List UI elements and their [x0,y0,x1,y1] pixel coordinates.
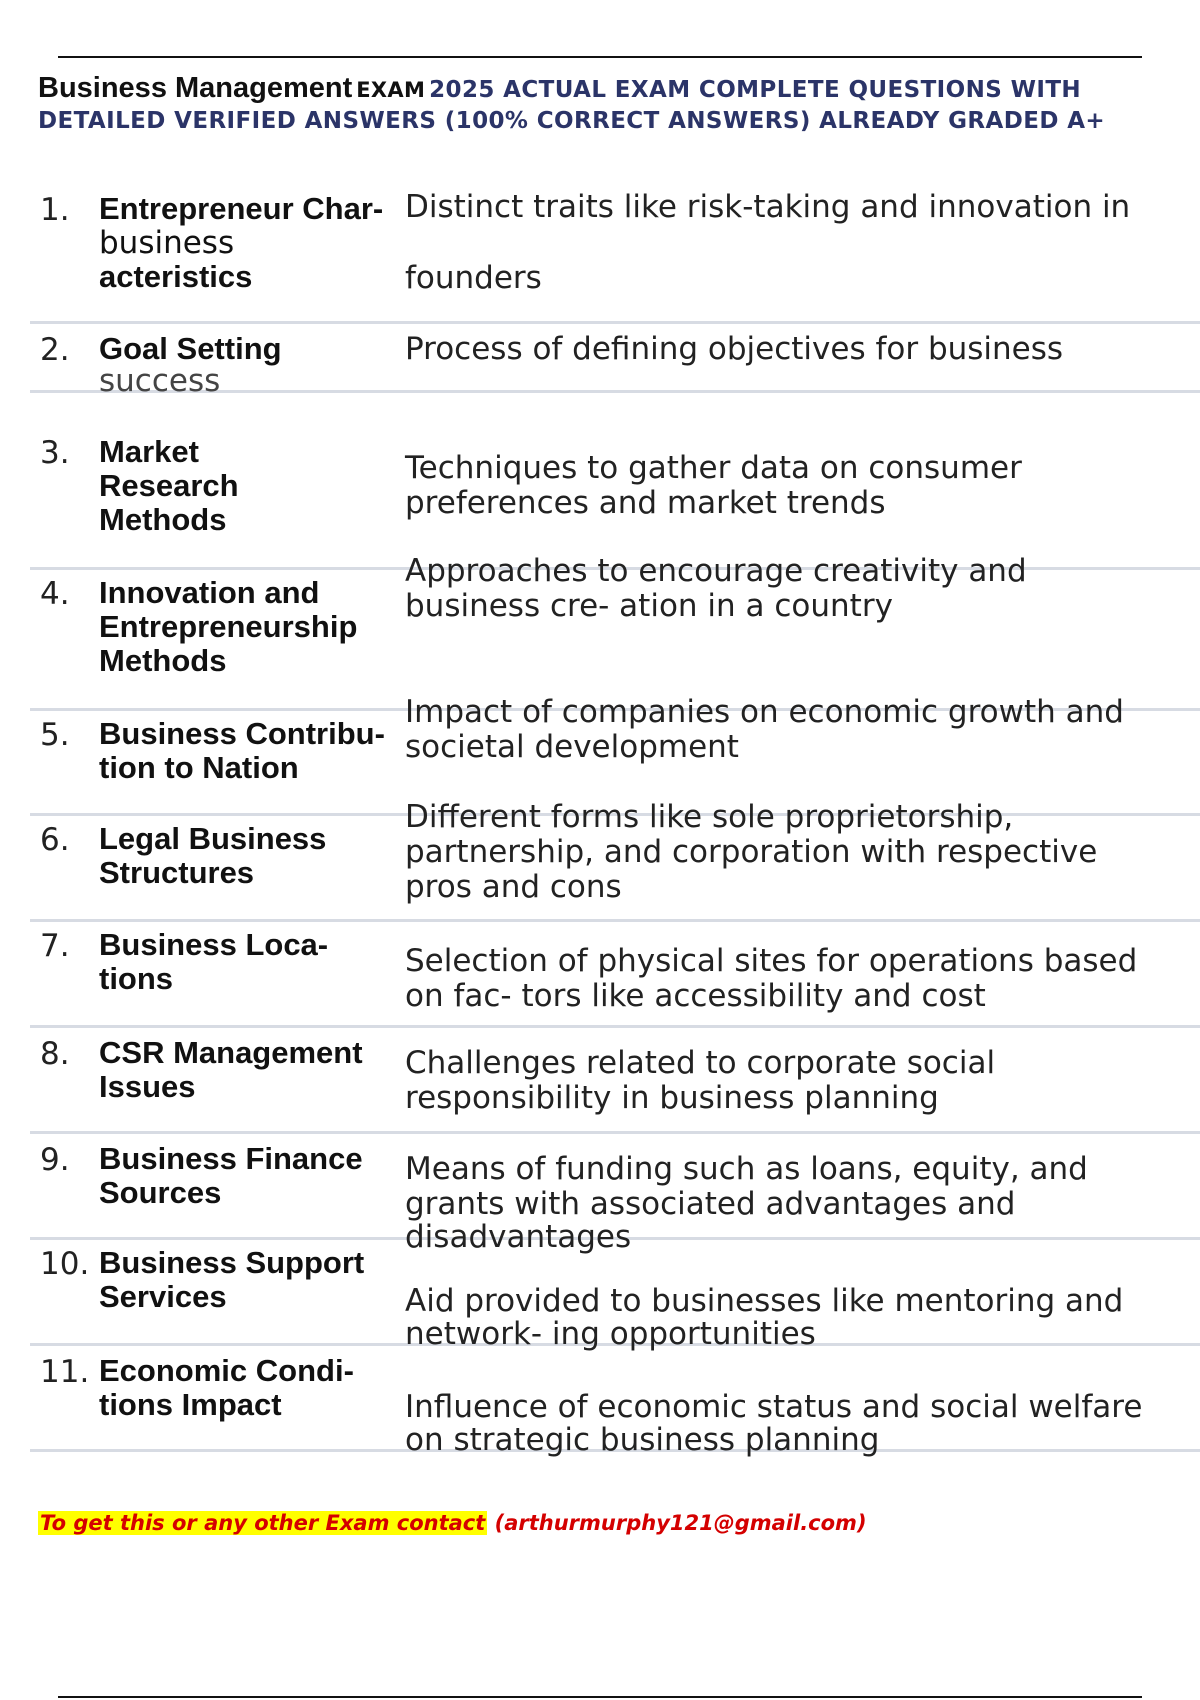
item-definition [405,332,1200,367]
term-line: Business Contribu- [99,716,385,751]
item-term [99,928,419,996]
term-line: Business Loca- [99,927,329,962]
def-line: Distinct traits like risk-taking and innovation in [405,189,1131,225]
item-number: 10. [40,1246,90,1282]
item-term [99,1246,419,1314]
list-item [30,799,1200,922]
def-line: responsibility in business planning [405,1080,939,1116]
term-line: Entrepreneur Char- [99,191,384,226]
def-line: Process of defining objectives for business [405,331,1064,367]
def-line: on strategic business planning [405,1422,880,1458]
def-line: business cre- ation in a country [405,588,893,624]
term-line: Economic Condi- [99,1353,354,1388]
def-line: partnership, and corporation with respective [405,834,1098,870]
document-title [38,74,1168,138]
term-line: Innovation and [99,575,320,610]
term-line: Issues [99,1069,196,1104]
item-definition [405,190,1200,296]
def-line: disadvantages [405,1219,632,1255]
term-line: tions [99,961,174,996]
item-term [99,576,419,678]
item-definition [405,554,1200,624]
item-number: 4. [40,576,70,612]
item-number: 1. [40,192,70,228]
def-line: Different forms like sole proprietorship, [405,799,1014,835]
item-number: 7. [40,928,70,964]
list-item [30,188,1200,324]
def-line: grants with associated advantages and [405,1186,1016,1222]
def-line: Approaches to encourage creativity and [405,553,1027,589]
contact-email-link[interactable]: (arthurmurphy121@gmail.com) [494,1511,867,1535]
term-line: acteristics [99,259,253,294]
def-line: Aid provided to businesses like mentoring and [405,1283,1124,1319]
item-term [99,1036,419,1104]
term-line: Structures [99,855,255,890]
term-line: CSR Management [99,1035,363,1070]
item-number: 6. [40,822,70,858]
item-definition [405,1151,1200,1255]
item-number: 8. [40,1036,70,1072]
title-main: Business Management [38,72,353,104]
item-number: 5. [40,717,70,753]
term-line: Services [99,1279,227,1314]
term-line: Methods [99,643,227,678]
item-definition [405,695,1200,765]
item-definition [405,1046,1200,1116]
list-item [30,1134,1200,1255]
qa-list [30,188,1200,1458]
term-line: tion to Nation [99,750,299,785]
def-line: Impact of companies on economic growth and [405,694,1124,730]
item-term [99,1354,419,1422]
def-line: network- ing opportunities [405,1316,816,1352]
term-line: Research [99,468,239,503]
item-definition [405,451,1200,521]
item-term [99,192,419,294]
item-number: 3. [40,435,70,471]
item-definition [405,800,1200,905]
def-line: Challenges related to corporate social [405,1045,996,1081]
term-line: Sources [99,1175,222,1210]
list-item [30,324,1200,399]
term-line: Market [99,434,199,469]
top-rule [58,56,1142,58]
item-number: 2. [40,332,70,368]
item-number: 9. [40,1142,70,1178]
bottom-rule [58,1696,1142,1698]
def-line: Selection of physical sites for operations based [405,943,1138,979]
item-definition [405,944,1200,1014]
term-line: Business Finance [99,1141,363,1176]
def-line: founders [405,260,542,296]
def-line: Means of funding such as loans, equity, and [405,1151,1088,1187]
list-item [30,1240,1200,1352]
title-subtitle: 2025 ACTUAL EXAM COMPLETE QUESTIONS WITH DETAILED VERIFIED ANSWERS (100% CORRECT ANSWERS) ALREADY GRADED A+ [38,77,1106,134]
contact-footer [38,1510,867,1536]
term-line: Legal Business [99,821,327,856]
list-item [30,553,1200,711]
def-line: on fac- tors like accessibility and cost [405,978,986,1014]
contact-highlight: To get this or any other Exam contact [40,1511,486,1535]
title-exam: EXAM [356,78,426,102]
def-line: preferences and market trends [405,485,886,521]
list-item [30,922,1200,1028]
item-definition [405,1389,1200,1458]
item-term [99,435,419,537]
term-line: Methods [99,502,227,537]
term-line: tions Impact [99,1387,282,1422]
list-item [30,393,1200,570]
item-number: 11. [40,1354,90,1390]
term-line: business [99,225,235,261]
term-line: Goal Setting [99,331,282,366]
term-line: Business Support [99,1245,365,1280]
item-term [99,331,419,399]
def-line: pros and cons [405,869,622,905]
item-term [99,717,419,785]
item-term [99,822,419,890]
term-line: success [99,363,221,399]
item-definition [405,1283,1200,1352]
list-item [30,1346,1200,1458]
def-line: Techniques to gather data on consumer [405,450,1022,486]
item-term [99,1142,419,1210]
def-line: societal development [405,729,739,765]
list-item [30,1028,1200,1134]
def-line: Influence of economic status and social welfare [405,1389,1143,1425]
term-line: Entrepreneurship [99,609,358,644]
